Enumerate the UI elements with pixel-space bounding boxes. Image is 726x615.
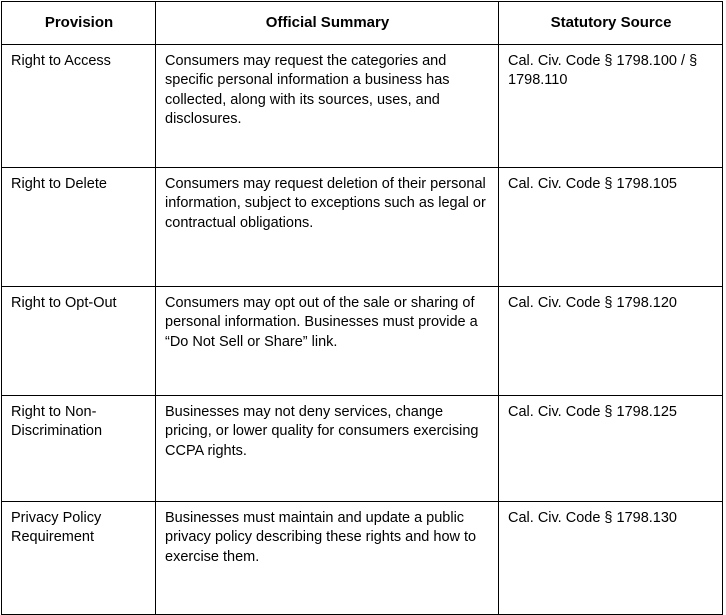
source-text: Cal. Civ. Code § 1798.125 [508, 403, 678, 420]
cell-source [499, 286, 723, 395]
summary-text: Consumers may opt out of the sale or sharing of personal information. Businesses must provide a “Do Not Sell or Share” link. [165, 294, 482, 350]
table-row [2, 395, 723, 501]
cell-summary [156, 501, 499, 614]
table-row [2, 44, 723, 167]
column-header-statutory-source: Statutory Source [499, 2, 723, 45]
table-body [2, 44, 723, 614]
provision-text: Right to Delete [11, 175, 107, 192]
column-header-official-summary: Official Summary [156, 2, 499, 45]
table-header-row [2, 2, 723, 45]
cell-provision [2, 501, 156, 614]
cell-provision [2, 167, 156, 286]
cell-summary [156, 44, 499, 167]
provision-text: Privacy Policy Requirement [11, 509, 106, 546]
provision-text: Right to Non-Discrimination [11, 403, 103, 440]
column-header-provision: Provision [2, 2, 156, 45]
table-row [2, 286, 723, 395]
source-text: Cal. Civ. Code § 1798.100 / § 1798.110 [508, 52, 702, 89]
table-row [2, 501, 723, 614]
cell-source [499, 44, 723, 167]
source-text: Cal. Civ. Code § 1798.120 [508, 294, 678, 311]
source-text: Cal. Civ. Code § 1798.130 [508, 509, 678, 526]
table-row [2, 167, 723, 286]
cell-source [499, 395, 723, 501]
summary-text: Consumers may request deletion of their personal information, subject to exceptions such as legal or contractual obligations. [165, 175, 490, 231]
summary-text: Businesses may not deny services, change pricing, or lower quality for consumers exercising CCPA rights. [165, 403, 483, 459]
table-header [2, 2, 723, 45]
cell-provision [2, 286, 156, 395]
provision-text: Right to Opt-Out [11, 294, 117, 311]
ccpa-provisions-table [1, 1, 723, 615]
cell-source [499, 167, 723, 286]
cell-summary [156, 167, 499, 286]
cell-provision [2, 395, 156, 501]
document-page [0, 1, 726, 597]
cell-source [499, 501, 723, 614]
cell-summary [156, 286, 499, 395]
cell-provision [2, 44, 156, 167]
source-text: Cal. Civ. Code § 1798.105 [508, 175, 678, 192]
provision-text: Right to Access [11, 52, 111, 69]
cell-summary [156, 395, 499, 501]
summary-text: Consumers may request the categories and specific personal information a business has collected, along with its sources, uses, and disclosures. [165, 52, 454, 127]
summary-text: Businesses must maintain and update a public privacy policy describing these rights and how to exercise them. [165, 509, 481, 565]
